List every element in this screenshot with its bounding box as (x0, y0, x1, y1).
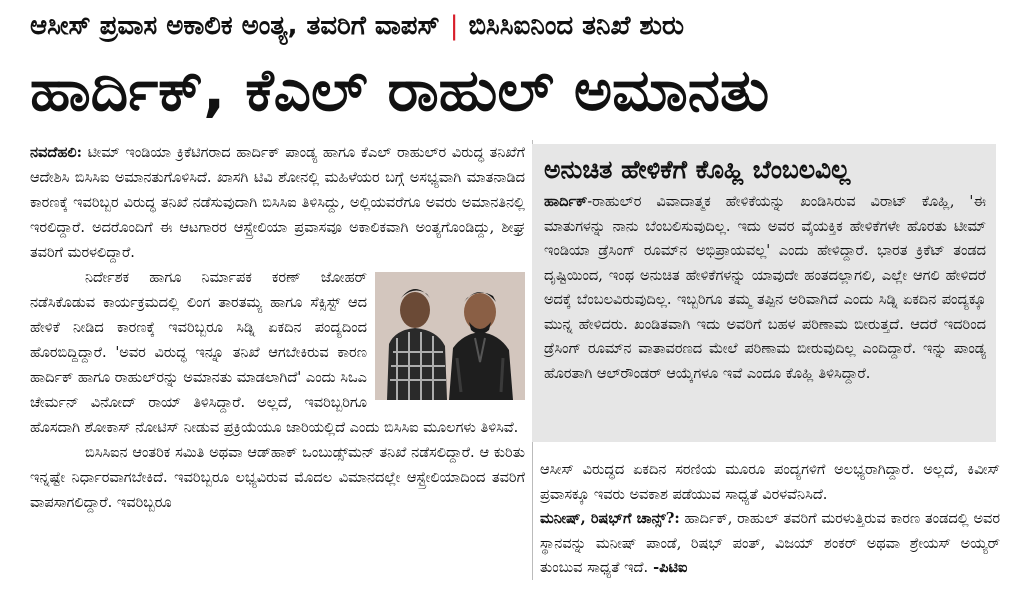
dateline: ನವದೆಹಲಿ: (30, 144, 82, 161)
news-credit: -ಪಿಟಿಐ (648, 559, 688, 576)
continuation-subhead: ಮನೀಷ್, ರಿಷಭ್‌ಗೆ ಚಾನ್ಸ್?: (540, 510, 680, 527)
players-photo-illustration (375, 272, 525, 400)
kicker-separator: | (449, 11, 459, 41)
continuation-column (540, 458, 1000, 588)
sidebar-title: ಅನುಚಿತ ಹೇಳಿಕೆಗೆ ಕೊಹ್ಲಿ ಬೆಂಬಲವಿಲ್ಲ (544, 155, 851, 184)
continuation-paragraph-2 (540, 507, 1000, 581)
continuation-paragraph-1: ಆಸೀಸ್ ವಿರುದ್ಧದ ಏಕದಿನ ಸರಣಿಯ ಮೂರೂ ಪಂದ್ಯಗಳಿಗೆ ಅಲಭ್ಯರಾಗಿದ್ದಾರೆ. ಅಲ್ಲದೆ, ಕಿವೀಸ್ ಪ್ರವಾಸಕ್ಕೂ ಇವರು ಅವಕಾಶ ಪಡೆಯುವ ಸಾಧ್ಯತೆ ವಿರಳವೆನಿಸಿದೆ. (540, 462, 1000, 503)
sidebar-box (532, 144, 996, 442)
sidebar-body (544, 190, 986, 386)
article-paragraph-2 (30, 266, 525, 441)
article-paragraph-3: ಬಿಸಿಸಿಐನ ಆಂತರಿಕ ಸಮಿತಿ ಅಥವಾ ಆಡ್‌ಹಾಕ್ ಒಂಬುಡ್ಸ್‌ಮನ್ ತನಿಖೆ ನಡೆಸಲಿದ್ದಾರೆ. ಆ ಕುರಿತು ಇನ್ನಷ್ಟೇ ನಿರ್ಧಾರವಾಗಬೇಕಿದೆ. ಇವರಿಬ್ಬರೂ ಲಭ್ಯವಿರುವ ಮೊದಲ ವಿಮಾನದಲ್ಲೇ ಆಸ್ಟ್ರೇಲಿಯಾದಿಂದ ತವರಿಗೆ ವಾಪಸಾಗಲಿದ್ದಾರೆ. ಇವರಿಬ್ಬರೂ (30, 445, 525, 511)
kicker-line (30, 2, 1010, 50)
continuation-p2-text: ಹಾರ್ದಿಕ್, ರಾಹುಲ್ ತವರಿಗೆ ಮರಳುತ್ತಿರುವ ಕಾರಣ ತಂಡದಲ್ಲಿ ಅವರ ಸ್ಥಾನವನ್ನು ಮನೀಷ್ ಪಾಂಡೆ, ರಿಷಭ್ ಪಂತ್, ವಿಜಯ್ ಶಂಕರ್ ಅಥವಾ ಶ್ರೇಯಸ್ ಅಯ್ಯರ್ ತುಂಬುವ ಸಾಧ್ಯತೆ ಇದೆ. (540, 511, 1000, 576)
kicker-left: ಆಸೀಸ್ ಪ್ರವಾಸ ಅಕಾಲಿಕ ಅಂತ್ಯ, ತವರಿಗೆ ವಾಪಸ್ (30, 11, 440, 41)
headline: ಹಾರ್ದಿಕ್, ಕೆಎಲ್ ರಾಹುಲ್ ಅಮಾನತು (30, 56, 770, 124)
sidebar-text: -ರಾಹುಲ್‌ರ ವಿವಾದಾತ್ಮಕ ಹೇಳಿಕೆಯನ್ನು ಖಂಡಿಸಿರುವ ವಿರಾಟ್ ಕೊಹ್ಲಿ, 'ಈ ಮಾತುಗಳನ್ನು ನಾನು ಬೆಂಬಲಿಸುವುದಿಲ್ಲ. ಇದು ಅವರ ವೈಯಕ್ತಿಕ ಹೇಳಿಕೆಗಳೇ ಹೊರತು ಟೀಮ್ ಇಂಡಿಯಾ ಡ್ರೆಸಿಂಗ್ ರೂಮ್‌ನ ಅಭಿಪ್ರಾಯವಲ್ಲ' ಎಂದು ಹೇಳಿದ್ದಾರೆ. ಭಾರತ ಕ್ರಿಕೆಟ್ ತಂಡದ ದೃಷ್ಟಿಯಿಂದ, ಇಂಥ ಅನುಚಿತ ಹೇಳಿಕೆಗಳನ್ನು ಯಾವುದೇ ಹಂತದಲ್ಲಾಗಲಿ, ಎಲ್ಲೇ ಆಗಲಿ ಹೇಳಿದರೆ ಅದಕ್ಕೆ ಬೆಂಬಲವಿರುವುದಿಲ್ಲ. ಇಬ್ಬರಿಗೂ ತಮ್ಮ ತಪ್ಪಿನ ಅರಿವಾಗಿದೆ ಎಂದು ಸಿಡ್ನಿ ಏಕದಿನ ಪಂದ್ಯಕ್ಕೂ ಮುನ್ನ ಹೇಳಿದರು. ಖಂಡಿತವಾಗಿ ಇದು ಅವರಿಗೆ ಬಹಳ ಪರಿಣಾಮ ಬೀರುತ್ತದೆ. ಆದರೆ ಇದರಿಂದ ಡ್ರೆಸಿಂಗ್ ರೂಮ್‌ನ ವಾತಾವರಣದ ಮೇಲೆ ಪರಿಣಾಮ ಬೀರುವುದಿಲ್ಲ ಎಂದಿದ್ದಾರೆ. ಇನ್ನು ಪಾಂಡ್ಯ ಹೊರತಾಗಿ ಆಲ್‌ರೌಂಡರ್ ಆಯ್ಕೆಗಳೂ ಇವೆ ಎಂದೂ ಕೊಹ್ಲಿ ತಿಳಿಸಿದ್ದಾರೆ. (544, 194, 986, 382)
article-p2-text: ನಿರ್ದೇಶಕ ಹಾಗೂ ನಿರ್ಮಾಪಕ ಕರಣ್ ಜೋಹರ್ ನಡೆಸಿಕೊಡುವ ಕಾರ್ಯಕ್ರಮದಲ್ಲಿ ಲಿಂಗ ತಾರತಮ್ಯ ಹಾಗೂ ಸೆಕ್ಸಿಸ್ಟ್ ಆದ ಹೇಳಿಕೆ ನೀಡಿದ ಕಾರಣಕ್ಕೆ ಇವರಿಬ್ಬರೂ ಸಿಡ್ನಿ ಏಕದಿನ ಪಂದ್ಯದಿಂದ ಹೊರಬಿದ್ದಿದ್ದಾರೆ. 'ಅವರ ವಿರುದ್ಧ ಇನ್ನೂ ತನಿಖೆ ಆಗಬೇಕಿರುವ ಕಾರಣ ಹಾರ್ದಿಕ್ ಹಾಗೂ ರಾಹುಲ್‌ರನ್ನು ಅಮಾನತು ಮಾಡಲಾಗಿದೆ' ಎಂದು ಸಿಒಎ ಚೇರ್ಮನ್ ವಿನೋದ್ ರಾಯ್ ತಿಳಿಸಿದ್ದಾರೆ. ಅಲ್ಲದೆ, ಇವರಿಬ್ಬರಿಗೂ ಹೊಸದಾಗಿ ಶೋಕಾಸ್ ನೋಟಿಸ್ ನೀಡುವ ಪ್ರಕ್ರಿಯೆಯೂ ಜಾರಿಯಲ್ಲಿದೆ ಎಂದು ಬಿಸಿಸಿಐ ಮೂಲಗಳು ತಿಳಿಸಿವೆ. (30, 270, 519, 436)
article-column (30, 140, 525, 586)
article-p1-text: ಟೀಮ್ ಇಂಡಿಯಾ ಕ್ರಿಕೆಟಿಗರಾದ ಹಾರ್ದಿಕ್ ಪಾಂಡ್ಯ ಹಾಗೂ ಕೆಎಲ್ ರಾಹುಲ್‌ರ ವಿರುದ್ಧ ತನಿಖೆಗೆ ಆದೇಶಿಸಿ ಬಿಸಿಸಿಐ ಅಮಾನತುಗೊಳಿಸಿದೆ. ಖಾಸಗಿ ಟಿವಿ ಶೋನಲ್ಲಿ ಮಹಿಳೆಯರ ಬಗ್ಗೆ ಅಸಭ್ಯವಾಗಿ ಮಾತನಾಡಿದ ಕಾರಣಕ್ಕೆ ಇವರಿಬ್ಬರ ವಿರುದ್ಧ ತನಿಖೆ ನಡೆಸುವುದಾಗಿ ಬಿಸಿಸಿಐ ತಿಳಿಸಿದ್ದು, ಅಲ್ಲಿಯವರೆಗೂ ಅವರು ಅಮಾನತಿನಲ್ಲಿ ಇರಲಿದ್ದಾರೆ. ಅದರೊಂದಿಗೆ ಈ ಆಟಗಾರರ ಆಸ್ಟ್ರೇಲಿಯಾ ಪ್ರವಾಸವೂ ಅಕಾಲಿಕವಾಗಿ ಅಂತ್ಯಗೊಂಡಿದ್ದು, ಶೀಘ್ರ ತವರಿಗೆ ಮರಳಲಿದ್ದಾರೆ. (30, 145, 525, 261)
article-paragraph-1 (30, 140, 525, 266)
kicker-right: ಬಿಸಿಸಿಐನಿಂದ ತನಿಖೆ ಶುರು (468, 11, 684, 41)
sidebar-lead: ಹಾರ್ದಿಕ್ (544, 193, 588, 210)
players-photo (375, 272, 525, 400)
